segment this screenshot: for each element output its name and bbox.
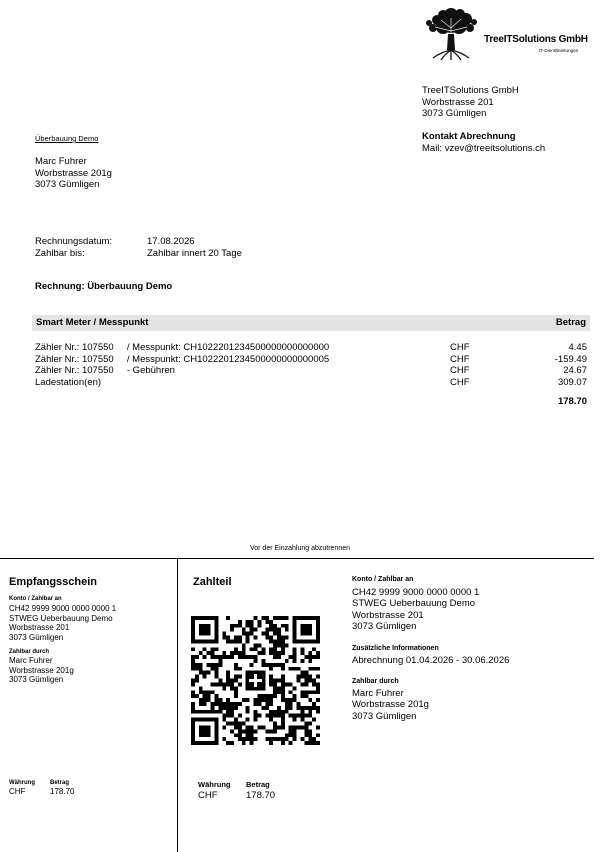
row-currency: CHF <box>450 342 470 353</box>
table-row <box>35 365 587 377</box>
header-amount: Betrag <box>555 317 586 328</box>
payment-payer-label: Zahlbar durch <box>352 678 399 685</box>
payment-payer-name: Marc Fuhrer <box>352 688 404 699</box>
row-currency: CHF <box>450 377 470 388</box>
receipt-creditor: STWEG Ueberbauung Demo <box>9 613 113 623</box>
sender-address <box>422 85 519 120</box>
payment-payer <box>352 688 429 722</box>
row-amount: 24.67 <box>563 365 587 376</box>
payment-info-label: Zusätzliche Informationen <box>352 645 439 652</box>
row-description: Ladestation(en) <box>35 377 102 388</box>
sender-name: TreeITSolutions GmbH <box>422 85 519 96</box>
contact-title: Kontakt Abrechnung <box>422 131 516 142</box>
payment-creditor-city: 3073 Gümligen <box>352 620 417 632</box>
receipt-currency: CHF <box>9 787 26 796</box>
receipt-amount: 178.70 <box>50 787 75 796</box>
payment-account-label: Konto / Zahlbar an <box>352 576 414 583</box>
due-value: Zahlbar innert 20 Tage <box>147 248 242 259</box>
receipt-payer-street: Worbstrasse 201g <box>9 665 74 675</box>
row-amount: -159.49 <box>554 354 587 365</box>
row-description: Zähler Nr.: 107550 - Gebühren <box>35 365 175 376</box>
date-label: Rechnungsdatum: <box>35 236 113 247</box>
receipt-account-label: Konto / Zahlbar an <box>9 596 62 602</box>
reference-line: Überbauung Demo <box>35 134 99 143</box>
due-label: Zahlbar bis: <box>35 248 85 259</box>
sender-street: Worbstrasse 201 <box>422 96 494 108</box>
receipt-payer-name: Marc Fuhrer <box>9 656 53 665</box>
recipient-street: Worbstrasse 201g <box>35 167 112 179</box>
invoice-title: Rechnung: Überbauung Demo <box>35 281 173 292</box>
invoice-total: 178.70 <box>557 396 587 407</box>
row-description: Zähler Nr.: 107550 / Messpunkt: CH1022201234500000000000000 <box>35 342 330 353</box>
sender-city: 3073 Gümligen <box>422 108 487 119</box>
receipt-payer-label: Zahlbar durch <box>9 649 50 655</box>
receipt-title: Empfangsschein <box>9 576 98 588</box>
row-description: Zähler Nr.: 107550 / Messpunkt: CH1022201234500000000000005 <box>35 354 330 365</box>
payment-amount: 178.70 <box>246 790 276 801</box>
row-amount: 4.45 <box>568 342 587 353</box>
receipt-creditor-street: Worbstrasse 201 <box>9 623 70 632</box>
row-amount: 309.07 <box>557 377 587 388</box>
receipt-iban: CH42 9999 9000 0000 0000 1 <box>9 604 117 613</box>
receipt-account <box>9 604 116 642</box>
payment-payer-city: 3073 Gümligen <box>352 710 417 722</box>
table-row <box>35 377 587 389</box>
payment-title: Zahlteil <box>193 576 232 588</box>
qr-code-icon <box>191 616 320 745</box>
logo-company-name: TreeITSolutions GmbH <box>484 34 588 45</box>
receipt-creditor-city: 3073 Gümligen <box>9 632 64 642</box>
recipient-address <box>35 156 112 191</box>
receipt-payer-city: 3073 Gümligen <box>9 675 64 684</box>
table-row <box>35 342 587 354</box>
row-currency: CHF <box>450 354 470 365</box>
payment-creditor-street: Worbstrasse 201 <box>352 609 424 621</box>
payment-currency-label: Währung <box>198 780 231 789</box>
payment-info: Abrechnung 01.04.2026 - 30.06.2026 <box>352 655 510 666</box>
slip-divider <box>177 558 178 852</box>
recipient-city: 3073 Gümligen <box>35 179 100 190</box>
row-currency: CHF <box>450 365 470 376</box>
payment-iban: CH42 9999 9000 0000 0000 1 <box>352 587 480 598</box>
payment-creditor: STWEG Ueberbauung Demo <box>352 598 476 610</box>
perforation-line <box>0 558 594 559</box>
recipient-name: Marc Fuhrer <box>35 156 87 167</box>
payment-currency: CHF <box>198 790 218 801</box>
payment-account <box>352 587 479 632</box>
logo-subtitle: IT-Dienstleistungen <box>539 48 579 53</box>
table-header <box>32 315 590 331</box>
receipt-payer <box>9 656 74 685</box>
header-meter: Smart Meter / Messpunkt <box>36 317 149 328</box>
date-value: 17.08.2026 <box>147 236 195 247</box>
payment-payer-street: Worbstrasse 201g <box>352 699 429 711</box>
receipt-currency-label: Währung <box>9 780 35 786</box>
separator-text: Vor der Einzahlung abzutrennen <box>249 545 351 552</box>
payment-amount-label: Betrag <box>246 780 270 789</box>
contact-mail: Mail: vzev@treeitsolutions.ch <box>422 143 546 154</box>
receipt-amount-label: Betrag <box>50 780 70 786</box>
